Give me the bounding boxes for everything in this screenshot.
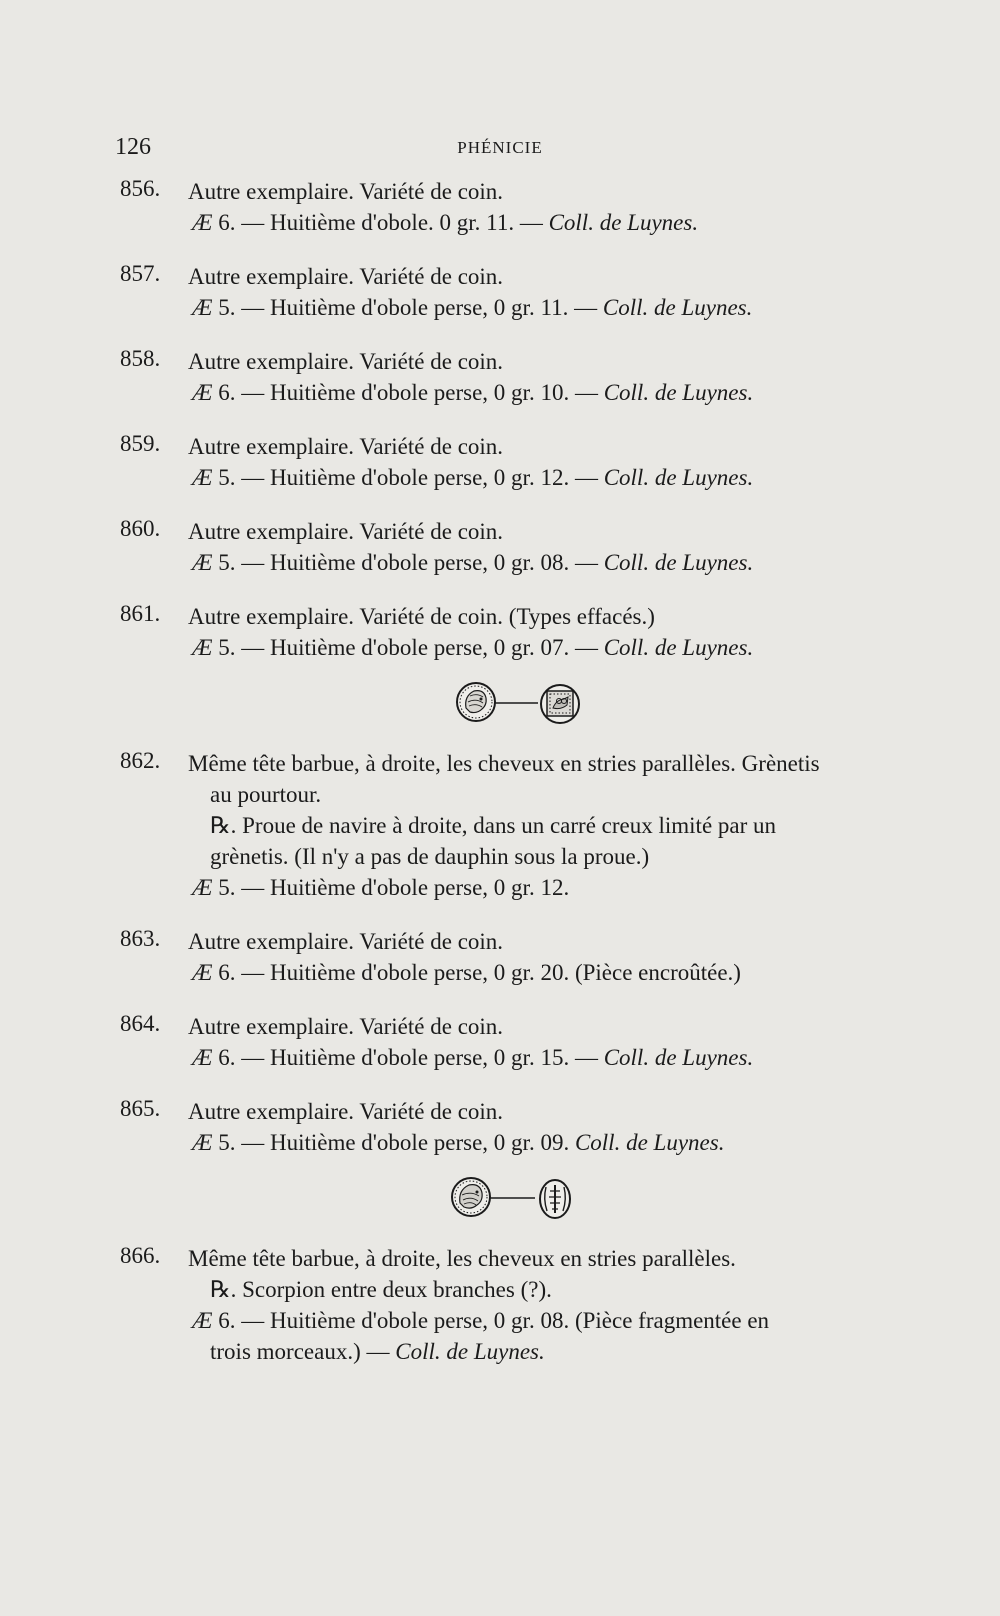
collection-name: Coll. de Luynes.: [574, 1130, 725, 1155]
page-header: [115, 134, 885, 164]
metal-symbol: Æ: [192, 380, 213, 405]
coin-pair-drawing: [450, 678, 590, 730]
entry-details: [192, 462, 915, 493]
entry-number: 863.: [120, 926, 161, 951]
catalogue-entry: [120, 1011, 915, 1073]
entry-number: 861.: [120, 601, 161, 626]
entry-description: Autre exemplaire. Variété de coin.: [188, 179, 504, 204]
entry-details: [192, 1127, 915, 1158]
collection-name: Coll. de Luynes.: [603, 550, 754, 575]
entry-details: [192, 957, 915, 988]
entry-details: [192, 547, 915, 578]
entry-weight-continued: trois morceaux.) —: [210, 1339, 396, 1364]
coin-obverse-icon: [452, 1178, 490, 1216]
entry-weight: 6. — Huitième d'obole perse, 0 gr. 15. —: [212, 1045, 604, 1070]
catalogue-entry: [120, 516, 915, 578]
catalogue-entry: [120, 748, 915, 903]
entry-number: 860.: [120, 516, 161, 541]
entry-weight: 5. — Huitième d'obole perse, 0 gr. 12.: [212, 875, 570, 900]
catalogue-entry: [120, 431, 915, 493]
entry-weight: 6. — Huitième d'obole perse, 0 gr. 08. (Pièce fragmentée en: [212, 1308, 770, 1333]
metal-symbol: Æ: [192, 1308, 213, 1333]
catalogue-entry: [120, 1096, 915, 1158]
entry-number: 865.: [120, 1096, 161, 1121]
entry-description: Même tête barbue, à droite, les cheveux en stries parallèles.: [188, 1246, 736, 1271]
collection-name: Coll. de Luynes.: [395, 1339, 545, 1364]
entry-reverse: ℞. Proue de navire à droite, dans un carré creux limité par un: [210, 813, 777, 838]
entry-reverse-continued: grènetis. (Il n'y a pas de dauphin sous la proue.): [210, 844, 650, 869]
coin-reverse-icon: [541, 685, 579, 723]
entry-number: 856.: [120, 176, 161, 201]
entry-number: 864.: [120, 1011, 161, 1036]
entry-number: 859.: [120, 431, 161, 456]
page-number: 126: [115, 134, 151, 160]
coin-866-illustration: [120, 1173, 915, 1229]
entry-number: 862.: [120, 748, 161, 773]
metal-symbol: Æ: [192, 465, 213, 490]
entry-details: [192, 1305, 915, 1336]
metal-symbol: Æ: [192, 1045, 213, 1070]
metal-symbol: Æ: [192, 295, 213, 320]
entry-weight: 6. — Huitième d'obole. 0 gr. 11. —: [212, 210, 549, 235]
entry-details: [192, 377, 915, 408]
entry-details-continued: [210, 1336, 915, 1367]
entry-description-continued: au pourtour.: [210, 782, 322, 807]
entry-weight: 5. — Huitième d'obole perse, 0 gr. 09.: [212, 1130, 575, 1155]
entry-description: Même tête barbue, à droite, les cheveux en stries parallèles. Grènetis: [188, 751, 820, 776]
entry-description: Autre exemplaire. Variété de coin.: [188, 264, 504, 289]
metal-symbol: Æ: [192, 635, 213, 660]
entry-description: Autre exemplaire. Variété de coin. (Types effacés.): [188, 604, 655, 629]
catalogue-entry: [120, 926, 915, 988]
entry-description: Autre exemplaire. Variété de coin.: [188, 1014, 504, 1039]
catalogue-entries: [120, 176, 915, 1390]
collection-name: Coll. de Luynes.: [602, 295, 753, 320]
collection-name: Coll. de Luynes.: [603, 465, 754, 490]
metal-symbol: Æ: [192, 550, 213, 575]
entry-weight: 5. — Huitième d'obole perse, 0 gr. 11. —: [212, 295, 603, 320]
entry-weight: 5. — Huitième d'obole perse, 0 gr. 12. —: [212, 465, 604, 490]
coin-pair-drawing: [445, 1173, 585, 1225]
entry-details: [192, 632, 915, 663]
coin-862-illustration: [120, 678, 915, 734]
metal-symbol: Æ: [192, 1130, 213, 1155]
metal-symbol: Æ: [192, 960, 213, 985]
entry-weight: 5. — Huitième d'obole perse, 0 gr. 08. —: [212, 550, 604, 575]
coin-obverse-icon: [457, 683, 495, 721]
collection-name: Coll. de Luynes.: [603, 635, 754, 660]
entry-number: 866.: [120, 1243, 161, 1268]
entry-weight: 5. — Huitième d'obole perse, 0 gr. 07. —: [212, 635, 604, 660]
metal-symbol: Æ: [192, 210, 213, 235]
catalogue-entry: [120, 176, 915, 238]
collection-name: Coll. de Luynes.: [603, 1045, 754, 1070]
entry-details: [192, 207, 915, 238]
entry-number: 857.: [120, 261, 161, 286]
entry-weight: 6. — Huitième d'obole perse, 0 gr. 20. (Pièce encroûtée.): [212, 960, 741, 985]
entry-reverse: ℞. Scorpion entre deux branches (?).: [210, 1277, 552, 1302]
catalogue-entry: [120, 601, 915, 663]
catalogue-entry: [120, 1243, 915, 1367]
running-title: PHÉNICIE: [457, 138, 543, 157]
entry-details: [192, 1042, 915, 1073]
metal-symbol: Æ: [192, 875, 213, 900]
coin-reverse-icon: [540, 1180, 570, 1218]
entry-number: 858.: [120, 346, 161, 371]
entry-details: [192, 292, 915, 323]
catalogue-entry: [120, 346, 915, 408]
entry-description: Autre exemplaire. Variété de coin.: [188, 929, 504, 954]
entry-details: [192, 872, 915, 903]
entry-description: Autre exemplaire. Variété de coin.: [188, 519, 504, 544]
entry-weight: 6. — Huitième d'obole perse, 0 gr. 10. —: [212, 380, 604, 405]
entry-description: Autre exemplaire. Variété de coin.: [188, 349, 504, 374]
entry-description: Autre exemplaire. Variété de coin.: [188, 1099, 504, 1124]
entry-description: Autre exemplaire. Variété de coin.: [188, 434, 504, 459]
collection-name: Coll. de Luynes.: [603, 380, 754, 405]
catalogue-entry: [120, 261, 915, 323]
collection-name: Coll. de Luynes.: [548, 210, 699, 235]
